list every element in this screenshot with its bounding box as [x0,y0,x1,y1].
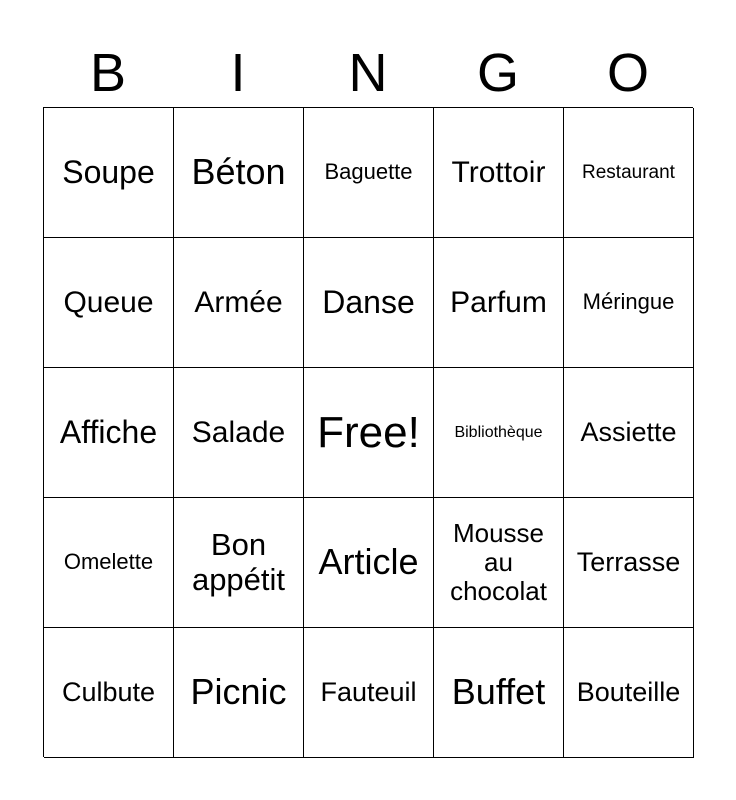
bingo-board [43,107,693,757]
cell-label: Parfum [450,285,547,319]
cell-label: Fauteuil [320,677,417,708]
free-space-label: Free! [317,407,420,457]
bingo-cell[interactable] [304,628,434,758]
cell-label: Queue [63,285,154,319]
bingo-header [43,40,693,106]
cell-label: Béton [191,151,286,193]
bingo-cell[interactable] [174,498,304,628]
bingo-cell[interactable] [564,368,694,498]
cell-label: Article [318,541,419,583]
cell-label: Méringue [582,289,675,315]
cell-label: Armée [194,285,283,319]
cell-label: Danse [322,283,415,320]
cell-label: Bibliothèque [454,423,543,441]
bingo-cell[interactable] [564,108,694,238]
bingo-cell[interactable] [44,628,174,758]
bingo-cell[interactable] [434,498,564,628]
bingo-cell[interactable] [564,238,694,368]
header-letter-i: I [230,43,246,103]
cell-label: Trottoir [451,155,546,189]
cell-label: Terrasse [576,547,681,578]
bingo-cell[interactable] [304,108,434,238]
bingo-cell[interactable] [44,238,174,368]
cell-label: Picnic [190,671,287,713]
bingo-cell[interactable] [434,368,564,498]
bingo-cell[interactable] [44,368,174,498]
bingo-cell[interactable] [434,108,564,238]
header-letter-o: O [606,43,649,103]
bingo-cell[interactable] [44,108,174,238]
bingo-cell[interactable] [174,238,304,368]
bingo-cell[interactable] [564,498,694,628]
bingo-cell[interactable] [44,498,174,628]
bingo-cell[interactable] [564,628,694,758]
header-letter-n: N [348,43,388,103]
bingo-cell[interactable] [304,238,434,368]
cell-label: Salade [191,415,286,449]
cell-label: Culbute [61,677,156,708]
cell-label: Omelette [63,549,154,575]
free-space-cell[interactable] [304,368,434,498]
header-letter-g: G [476,43,519,103]
cell-label: Restaurant [582,161,675,183]
cell-label: Bon appétit [191,526,286,597]
bingo-cell[interactable] [174,628,304,758]
bingo-cell[interactable] [434,238,564,368]
cell-label: Bouteille [576,677,681,708]
cell-label: Soupe [62,153,155,190]
bingo-cell[interactable] [174,368,304,498]
cell-label: Affiche [59,413,158,450]
cell-label: Mousse au chocolat [450,517,547,607]
cell-label: Assiette [580,417,677,448]
header-letter-b: B [89,43,127,103]
bingo-cell[interactable] [174,108,304,238]
cell-label: Baguette [324,159,413,185]
bingo-cell[interactable] [304,498,434,628]
cell-label: Buffet [451,671,546,713]
bingo-cell[interactable] [434,628,564,758]
